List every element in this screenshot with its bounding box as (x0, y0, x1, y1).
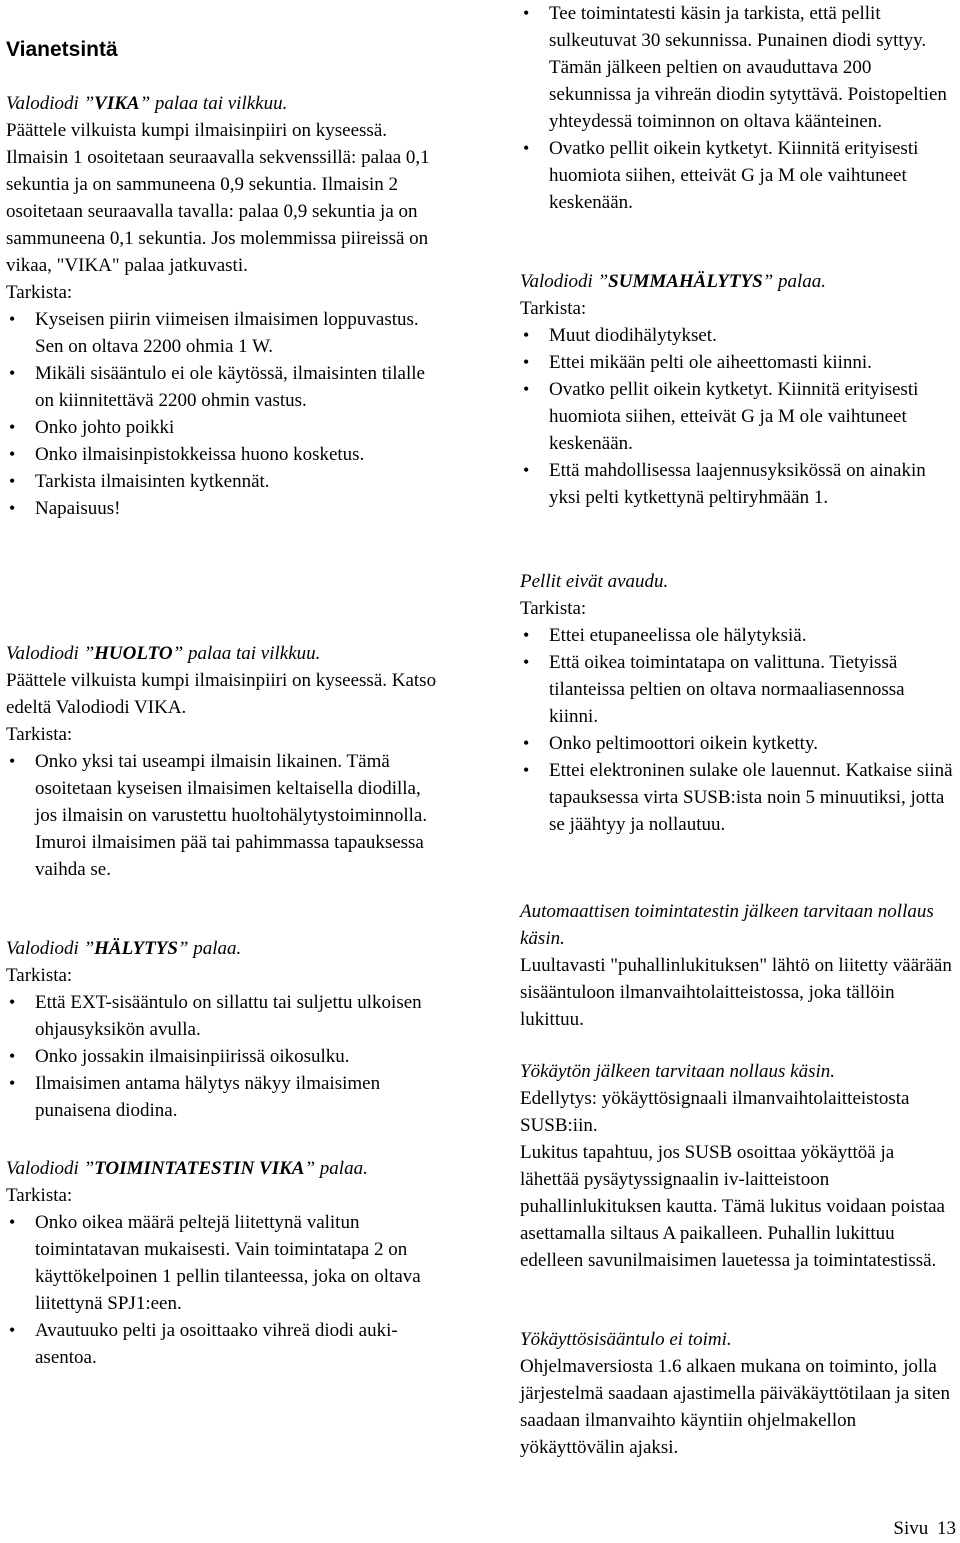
page-number (889, 1518, 956, 1540)
section-heading: Automaattisen toimintatestin jälkeen tarvitaan nollaus käsin. (520, 901, 934, 949)
list-item: • Onko jossakin ilmaisinpiirissä oikosulku. (6, 1043, 442, 1070)
section-huolto (6, 640, 442, 883)
section-halytys (6, 935, 442, 1124)
check-list (6, 989, 442, 1124)
list-item: • Onko oikea määrä peltejä liitettynä valitun toimintatavan mukaisesti. Vain toimintatapa 2 on käyttökelpoinen 1 pellin tilanteessa, joka on oltava liitettynä SPJ1:een. (6, 1209, 442, 1317)
section-heading: Yökäyttösisääntulo ei toimi. (520, 1329, 732, 1350)
check-label: Tarkista: (520, 298, 587, 319)
check-list (6, 306, 442, 522)
section-body: Päättele vilkuista kumpi ilmaisinpiiri on kyseessä. Ilmaisin 1 osoitetaan seuraavalla sekvenssillä: palaa 0,1 sekuntia ja on sammuneena 0,9 sekuntia. Ilmaisin 2 osoitetaan seuraavalla tavalla: palaa 0,9 sekuntia ja on sammuneena 0,1 sekuntia. Jos molemmissa piireissä on vikaa, "VIKA" palaa jatkuvasti. (6, 120, 430, 276)
page-number-value: 13 (937, 1518, 956, 1539)
section-vika (6, 90, 442, 522)
list-item: • Onko yksi tai useampi ilmaisin likainen. Tämä osoitetaan kyseisen ilmaisimen keltaisella diodilla, jos ilmaisin on varustettu huoltohälytystoiminnolla. Imuroi ilmaisimen pää tai pahimmassa tapauksessa vaihda se. (6, 748, 442, 883)
check-label: Tarkista: (6, 282, 73, 303)
section-continued (520, 0, 956, 216)
check-label: Tarkista: (520, 598, 587, 619)
list-item: • Ettei etupaneelissa ole hälytyksiä. (520, 622, 956, 649)
section-auto-reset (520, 898, 956, 1033)
list-item: • Tee toimintatesti käsin ja tarkista, että pellit sulkeutuvat 30 sekunnissa. Punainen diodi syttyy. Tämän jälkeen peltien on avauduttava 200 sekunnissa ja vihreän diodin sytyttävä. Poistopeltien yhteydessä toiminnon on oltava käänteinen. (520, 0, 956, 135)
list-item: • Onko peltimoottori oikein kytketty. (520, 730, 956, 757)
check-list (520, 322, 956, 511)
list-item: • Onko ilmaisinpistokkeissa huono kosketus. (6, 441, 442, 468)
check-list (6, 748, 442, 883)
check-list (520, 0, 956, 216)
list-item: • Muut diodihälytykset. (520, 322, 956, 349)
section-heading: Valodiodi ”VIKA” palaa tai vilkkuu. (6, 93, 288, 114)
section-body: Ohjelmaversiosta 1.6 alkaen mukana on toiminto, jolla järjestelmä saadaan ajastimella päiväkäyttötilaan ja siten saadaan ilmanvaihto käyntiin ohjelmakellon yökäyttövälin ajaksi. (520, 1356, 950, 1458)
section-body: Edellytys: yökäyttösignaali ilmanvaihtolaitteistosta SUSB:iin. (520, 1088, 910, 1136)
list-item: • Napaisuus! (6, 495, 442, 522)
list-item: • Että mahdollisessa laajennusyksikössä on ainakin yksi pelti kytkettynä peltiryhmään 1. (520, 457, 956, 511)
section-body: Lukitus tapahtuu, jos SUSB osoittaa yökäyttöä ja lähettää pysäytyssignaalin iv-laitteistoon puhallinlukituksen kautta. Tämä lukitus voidaan poistaa asettamalla siltaus A paikalleen. Puhallin lukittuu edelleen savunilmaisimen lauetessa ja toimintatestissä. (520, 1142, 945, 1271)
list-item: • Ovatko pellit oikein kytketyt. Kiinnitä erityisesti huomiota siihen, etteivät G ja M ole vaihtuneet keskenään. (520, 376, 956, 457)
list-item: • Että EXT-sisääntulo on sillattu tai suljettu ulkoisen ohjausyksikön avulla. (6, 989, 442, 1043)
list-item: • Kyseisen piirin viimeisen ilmaisimen loppuvastus. Sen on oltava 2200 ohmia 1 W. (6, 306, 442, 360)
section-heading: Valodiodi ”SUMMAHÄLYTYS” palaa. (520, 271, 827, 292)
section-night-input (520, 1326, 956, 1461)
check-list (6, 1209, 442, 1371)
list-item: • Ilmaisimen antama hälytys näkyy ilmaisimen punaisena diodina. (6, 1070, 442, 1124)
list-item: • Ettei elektroninen sulake ole lauennut. Katkaise siinä tapauksessa virta SUSB:ista noin 5 minuutiksi, jotta se jäähtyy ja nollautuu. (520, 757, 956, 838)
page-heading: Vianetsintä (6, 38, 118, 61)
section-body: Luultavasti "puhallinlukituksen" lähtö on liitetty väärään sisääntuloon ilmanvaihtolaitteistossa, joka tällöin lukittuu. (520, 955, 952, 1030)
section-heading: Valodiodi ”HÄLYTYS” palaa. (6, 938, 242, 959)
check-label: Tarkista: (6, 1185, 73, 1206)
list-item: • Että oikea toimintatapa on valittuna. Tietyissä tilanteissa peltien on oltava normaaliasennossa kiinni. (520, 649, 956, 730)
list-item: • Avautuuko pelti ja osoittaako vihreä diodi auki-asentoa. (6, 1317, 442, 1371)
page-label: Sivu (893, 1518, 929, 1539)
section-night-reset (520, 1058, 956, 1274)
list-item: • Tarkista ilmaisinten kytkennät. (6, 468, 442, 495)
list-item: • Onko johto poikki (6, 414, 442, 441)
section-pellit (520, 568, 956, 838)
list-item: • Ovatko pellit oikein kytketyt. Kiinnitä erityisesti huomiota siihen, etteivät G ja M ole vaihtuneet keskenään. (520, 135, 956, 216)
section-heading: Yökäytön jälkeen tarvitaan nollaus käsin. (520, 1061, 836, 1082)
section-heading: Valodiodi ”TOIMINTATESTIN VIKA” palaa. (6, 1158, 368, 1179)
list-item: • Mikäli sisääntulo ei ole käytössä, ilmaisinten tilalle on kiinnitettävä 2200 ohmin vastus. (6, 360, 442, 414)
section-heading: Pellit eivät avaudu. (520, 571, 669, 592)
check-label: Tarkista: (6, 965, 73, 986)
section-summa (520, 268, 956, 511)
list-item: • Ettei mikään pelti ole aiheettomasti kiinni. (520, 349, 956, 376)
section-heading: Valodiodi ”HUOLTO” palaa tai vilkkuu. (6, 643, 321, 664)
check-label: Tarkista: (6, 724, 73, 745)
check-list (520, 622, 956, 838)
section-body: Päättele vilkuista kumpi ilmaisinpiiri on kyseessä. Katso edeltä Valodiodi VIKA. (6, 670, 437, 718)
section-toimintatestin (6, 1155, 442, 1371)
